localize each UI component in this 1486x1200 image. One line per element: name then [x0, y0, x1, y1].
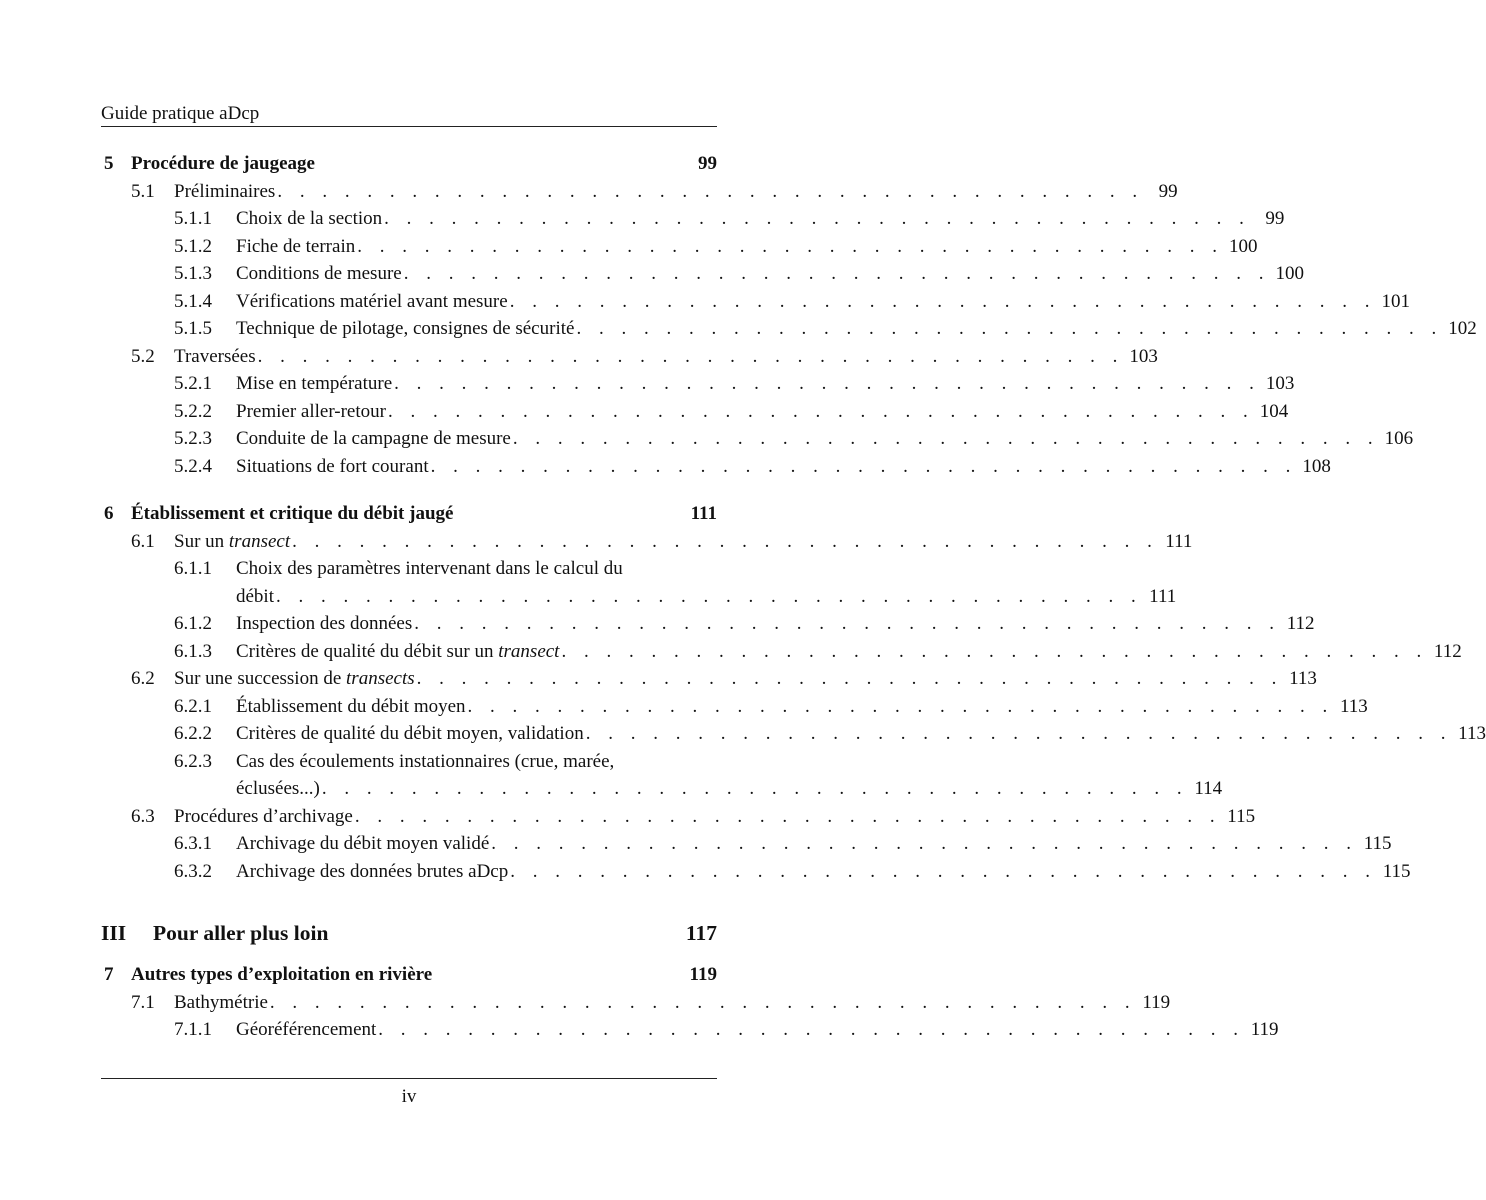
- dot-leader: . . . . . . . . . . . . . . . . . . . . . . . . . . . . . . . . . . . . . . .: [394, 373, 1261, 394]
- dot-leader: . . . . . . . . . . . . . . . . . . . . . . . . . . . . . . . . . . . . . . .: [576, 318, 1443, 339]
- toc-title: Bathymétrie: [174, 991, 268, 1013]
- toc-title: Traversées: [174, 345, 256, 367]
- toc-number: 6.1.1: [174, 558, 212, 579]
- dot-leader: . . . . . . . . . . . . . . . . . . . . . . . . . . . . . . . . . . . . . . .: [292, 530, 1159, 552]
- toc-subsection-6-2-2[interactable]: [101, 720, 1486, 748]
- toc-subsection-5-1-4[interactable]: [101, 288, 1410, 316]
- toc-page: 119: [689, 964, 717, 985]
- toc-page: 111: [690, 503, 717, 524]
- toc-number: 6.3.1: [174, 833, 212, 854]
- toc-subsection-6-1-3[interactable]: [101, 638, 1462, 666]
- toc-title: Conduite de la campagne de mesure: [236, 428, 511, 449]
- toc-title: Établissement du débit moyen: [236, 695, 466, 717]
- dot-leader: . . . . . . . . . . . . . . . . . . . . . . . . . . . . . . . . . . . . . . .: [354, 805, 1222, 827]
- page-number: iv: [401, 1086, 417, 1107]
- toc-subsection-6-3-2[interactable]: [101, 858, 1411, 886]
- toc-title: Conditions de mesure: [236, 263, 402, 284]
- toc-part-number: III: [101, 921, 127, 945]
- toc-part-3[interactable]: [101, 915, 717, 951]
- toc-number: 5.2: [131, 345, 155, 367]
- toc-title: Mise en température: [236, 373, 393, 394]
- toc-number: 5.1.2: [174, 235, 212, 257]
- toc-page: 113: [1458, 723, 1486, 744]
- toc-part-title: Pour aller plus loin: [153, 921, 329, 945]
- dot-leader: . . . . . . . . . . . . . . . . . . . . . . . . . . . . . . . . . . . . . . .: [430, 455, 1297, 477]
- toc-subsection-6-1-2[interactable]: [101, 610, 1315, 638]
- toc-number: 5.2.3: [174, 428, 212, 449]
- toc-number: 5.1.5: [174, 318, 212, 339]
- toc-title: Premier aller-retour: [236, 400, 386, 422]
- toc-page: 113: [1340, 695, 1368, 717]
- toc-section-5-1[interactable]: [101, 178, 1178, 206]
- toc-title: Critères de qualité du débit sur un transect: [236, 640, 560, 662]
- toc-number: 5.2.2: [174, 400, 212, 422]
- toc-number: 5.1.4: [174, 290, 212, 312]
- dot-leader: . . . . . . . . . . . . . . . . . . . . . . . . . . . . . . . . . . . . . . .: [414, 613, 1281, 634]
- dot-leader: . . . . . . . . . . . . . . . . . . . . . . . . . . . . . . . . . . . . . . .: [378, 1019, 1245, 1040]
- dot-leader: . . . . . . . . . . . . . . . . . . . . . . . . . . . . . . . . . . . . . . .: [387, 400, 1255, 422]
- toc-section-6-1[interactable]: [101, 528, 1193, 556]
- toc-number: 6: [104, 503, 114, 524]
- toc-title-continued: débit: [236, 585, 274, 607]
- toc-subsection-5-1-5[interactable]: [101, 315, 1477, 343]
- toc-number: 5: [104, 153, 114, 174]
- toc-title: Critères de qualité du débit moyen, validation: [236, 723, 584, 744]
- toc-number: 5.1.1: [174, 208, 212, 229]
- toc-title: Technique de pilotage, consignes de sécurité: [236, 318, 575, 339]
- dot-leader: . . . . . . . . . . . . . . . . . . . . . . . . . . . . . . . . . . . . . . .: [277, 180, 1144, 202]
- toc-number: 7: [104, 964, 114, 985]
- toc-title: Autres types d’exploitation en rivière: [131, 964, 433, 985]
- toc-title: Sur une succession de transects: [174, 668, 415, 689]
- header-rule: [101, 126, 717, 127]
- toc-page: 99: [1265, 208, 1285, 229]
- toc-page: 103: [1265, 373, 1295, 394]
- toc-number: 6.1.2: [174, 613, 212, 634]
- dot-leader: . . . . . . . . . . . . . . . . . . . . . . . . . . . . . . . . . . . . . . .: [509, 290, 1376, 312]
- dot-leader: . . . . . . . . . . . . . . . . . . . . . . . . . . . . . . . . . . . . . . .: [403, 263, 1270, 284]
- table-of-contents: [101, 150, 1486, 1044]
- dot-leader: . . . . . . . . . . . . . . . . . . . . . . . . . . . . . . . . . . . . . . .: [416, 668, 1283, 689]
- toc-page: 112: [1433, 640, 1462, 662]
- toc-number: 6.3.2: [174, 860, 212, 882]
- toc-subsection-6-1-1[interactable]: [101, 555, 717, 583]
- toc-number: 6.1.3: [174, 640, 212, 662]
- toc-subsection-5-1-2[interactable]: [101, 233, 1258, 261]
- toc-subsection-6-3-1[interactable]: [101, 830, 1392, 858]
- toc-subsection-5-2-3[interactable]: [101, 425, 1414, 453]
- toc-page: 119: [1142, 991, 1171, 1013]
- toc-chapter-6[interactable]: [101, 500, 717, 528]
- toc-title: Situations de fort courant: [236, 455, 429, 477]
- toc-page: 103: [1129, 345, 1158, 367]
- toc-subsection-7-1-1[interactable]: [101, 1016, 1279, 1044]
- dot-leader: . . . . . . . . . . . . . . . . . . . . . . . . . . . . . . . . . . . . . . .: [510, 860, 1377, 882]
- toc-section-7-1[interactable]: [101, 989, 1171, 1017]
- toc-title: Archivage des données brutes aDcp: [236, 860, 509, 882]
- toc-page: 100: [1275, 263, 1304, 284]
- toc-page: 99: [1158, 180, 1178, 202]
- toc-page: 99: [698, 153, 717, 174]
- dot-leader: . . . . . . . . . . . . . . . . . . . . . . . . . . . . . . . . . . . . . . .: [257, 345, 1124, 367]
- toc-page: 111: [1149, 585, 1177, 607]
- toc-title-continued: éclusées...): [236, 778, 320, 799]
- dot-leader: . . . . . . . . . . . . . . . . . . . . . . . . . . . . . . . . . . . . . . .: [321, 778, 1189, 799]
- toc-title: Inspection des données: [236, 613, 413, 634]
- toc-title: Préliminaires: [174, 180, 276, 202]
- toc-number: 5.1.3: [174, 263, 212, 284]
- toc-page: 104: [1259, 400, 1289, 422]
- toc-number: 5.2.1: [174, 373, 212, 394]
- toc-chapter-7[interactable]: [101, 961, 717, 989]
- toc-subsection-6-2-1[interactable]: [101, 693, 1368, 721]
- dot-leader: . . . . . . . . . . . . . . . . . . . . . . . . . . . . . . . . . . . . . . .: [512, 428, 1380, 449]
- toc-subsection-5-1-1[interactable]: [101, 205, 1285, 233]
- running-header: Guide pratique aDcp: [101, 103, 260, 124]
- footer-rule: [101, 1078, 717, 1079]
- toc-number: 7.1: [131, 991, 155, 1013]
- toc-page: 112: [1286, 613, 1315, 634]
- toc-title: Procédure de jaugeage: [131, 153, 315, 174]
- toc-page: 119: [1250, 1019, 1279, 1040]
- toc-page: 101: [1381, 290, 1410, 312]
- toc-page: 108: [1302, 455, 1331, 477]
- toc-page: 100: [1228, 235, 1258, 257]
- dot-leader: . . . . . . . . . . . . . . . . . . . . . . . . . . . . . . . . . . . . . . .: [491, 833, 1358, 854]
- toc-number: 7.1.1: [174, 1019, 212, 1040]
- toc-title: Sur un transect: [174, 530, 291, 552]
- toc-number: 5.1: [131, 180, 155, 202]
- toc-title: Géoréférencement: [236, 1019, 377, 1040]
- dot-leader: . . . . . . . . . . . . . . . . . . . . . . . . . . . . . . . . . . . . . . .: [585, 723, 1452, 744]
- toc-subsection-6-1-1-cont[interactable]: [101, 583, 1177, 611]
- toc-page: 115: [1382, 860, 1411, 882]
- toc-section-6-3[interactable]: [101, 803, 1256, 831]
- toc-number: 6.3: [131, 805, 155, 827]
- toc-page: 115: [1227, 805, 1256, 827]
- toc-number: 5.2.4: [174, 455, 212, 477]
- toc-page: 115: [1363, 833, 1392, 854]
- toc-chapter-5[interactable]: [101, 150, 717, 178]
- toc-page: 114: [1194, 778, 1223, 799]
- dot-leader: . . . . . . . . . . . . . . . . . . . . . . . . . . . . . . . . . . . . . . .: [561, 640, 1428, 662]
- toc-number: 6.1: [131, 530, 155, 552]
- dot-leader: . . . . . . . . . . . . . . . . . . . . . . . . . . . . . . . . . . . . . . .: [384, 208, 1251, 229]
- toc-title: Fiche de terrain: [236, 235, 356, 257]
- toc-page: 111: [1165, 530, 1193, 552]
- toc-subsection-5-2-1[interactable]: [101, 370, 1295, 398]
- toc-subsection-5-2-2[interactable]: [101, 398, 1289, 426]
- toc-section-6-2[interactable]: [101, 665, 1317, 693]
- toc-subsection-6-2-3[interactable]: [101, 748, 717, 776]
- dot-leader: . . . . . . . . . . . . . . . . . . . . . . . . . . . . . . . . . . . . . . .: [276, 585, 1143, 607]
- toc-number: 6.2: [131, 668, 155, 689]
- toc-subsection-6-2-3-cont[interactable]: [101, 775, 1223, 803]
- dot-leader: . . . . . . . . . . . . . . . . . . . . . . . . . . . . . . . . . . . . . . .: [269, 991, 1137, 1013]
- toc-subsection-5-1-3[interactable]: [101, 260, 1304, 288]
- toc-subsection-5-2-4[interactable]: [101, 453, 1331, 481]
- toc-number: 6.2.3: [174, 750, 212, 772]
- toc-number: 6.2.2: [174, 723, 212, 744]
- toc-title: Cas des écoulements instationnaires (crue, marée,: [236, 750, 615, 772]
- toc-number: 6.2.1: [174, 695, 212, 717]
- dot-leader: . . . . . . . . . . . . . . . . . . . . . . . . . . . . . . . . . . . . . . .: [467, 695, 1334, 717]
- toc-section-5-2[interactable]: [101, 343, 1158, 371]
- toc-title: Choix des paramètres intervenant dans le calcul du: [236, 558, 623, 579]
- toc-page: 102: [1448, 318, 1477, 339]
- toc-title: Choix de la section: [236, 208, 383, 229]
- toc-title: Vérifications matériel avant mesure: [236, 290, 508, 312]
- dot-leader: . . . . . . . . . . . . . . . . . . . . . . . . . . . . . . . . . . . . . . .: [357, 235, 1224, 257]
- toc-title: Établissement et critique du débit jaugé: [131, 503, 454, 524]
- toc-page: 113: [1289, 668, 1317, 689]
- toc-page: 117: [685, 921, 717, 945]
- toc-title: Procédures d’archivage: [174, 805, 353, 827]
- toc-page: 106: [1384, 428, 1414, 449]
- toc-title: Archivage du débit moyen validé: [236, 833, 490, 854]
